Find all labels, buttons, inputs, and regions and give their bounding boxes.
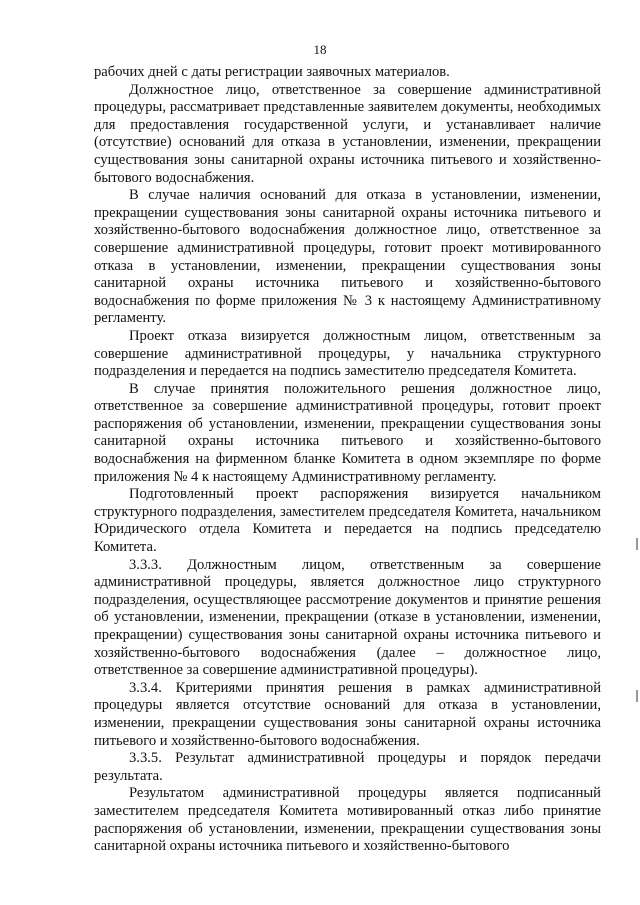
paragraph: В случае наличия оснований для отказа в установлении, изменении, прекращении существования зоны санитарной охраны источника питьевого и хозяйственно-бытового водоснабжения должностное лицо, ответственное за совершение административной процедуры, готовит проект мотивированного отказа в установлении, изменении, прекращении существования зоны санитарной охраны источника питьевого и хозяйственно-бытового водоснабжения по форме приложения № 3 к настоящему Административному регламенту.: [94, 187, 601, 327]
scan-edge-mark: [636, 538, 638, 550]
paragraph: 3.3.5. Результат административной процедуры и порядок передачи результата.: [94, 750, 601, 784]
document-body: [94, 64, 601, 856]
scan-edge-mark: [636, 690, 638, 702]
paragraph: рабочих дней с даты регистрации заявочных материалов.: [94, 64, 450, 80]
paragraph: 3.3.3. Должностным лицом, ответственным за совершение административной процедуры, является должностное лицо структурного подразделения, осуществляющее рассмотрение документов и принятие решения об установлении, изменении, прекращении (отказе в установлении, изменении, прекращении) существования зоны санитарной охраны источника питьевого и хозяйственно-бытового водоснабжения (далее – должностное лицо, ответственное за совершение административной процедуры).: [94, 556, 601, 679]
paragraph: Подготовленный проект распоряжения визируется начальником структурного подразделения, заместителем председателя Комитета, начальником Юридического отдела Комитета и передается на подпись председателю Комитета.: [94, 486, 601, 556]
paragraph: В случае принятия положительного решения должностное лицо, ответственное за совершение административной процедуры, готовит проект распоряжения об установлении, изменении, прекращении существования зоны санитарной охраны источника питьевого и хозяйственно-бытового водоснабжения на фирменном бланке Комитета в одном экземпляре по форме приложения № 4 к настоящему Административному регламенту.: [94, 380, 601, 485]
paragraph: Проект отказа визируется должностным лицом, ответственным за совершение административной процедуры, у начальника структурного подразделения и передается на подпись заместителю председателя Комитета.: [94, 327, 601, 380]
paragraph: Результатом административной процедуры является подписанный заместителем председателя Комитета мотивированный отказ либо принятие распоряжения об установлении, изменении, прекращении существования зоны санитарной охраны источника питьевого и хозяйственно-бытового: [94, 785, 601, 855]
paragraph: 3.3.4. Критериями принятия решения в рамках административной процедуры является отсутствие оснований для отказа в установлении, изменении, прекращении существования зоны санитарной охраны источника питьевого и хозяйственно-бытового водоснабжения.: [94, 679, 601, 749]
paragraph: Должностное лицо, ответственное за совершение административной процедуры, рассматривает представленные заявителем документы, необходимых для предоставления государственной услуги, и устанавливает наличие (отсутствие) оснований для отказа в установлении, изменении, прекращении существования зоны санитарной охраны источника питьевого и хозяйственно-бытового водоснабжения.: [94, 81, 601, 186]
page-number: 18: [313, 42, 327, 57]
